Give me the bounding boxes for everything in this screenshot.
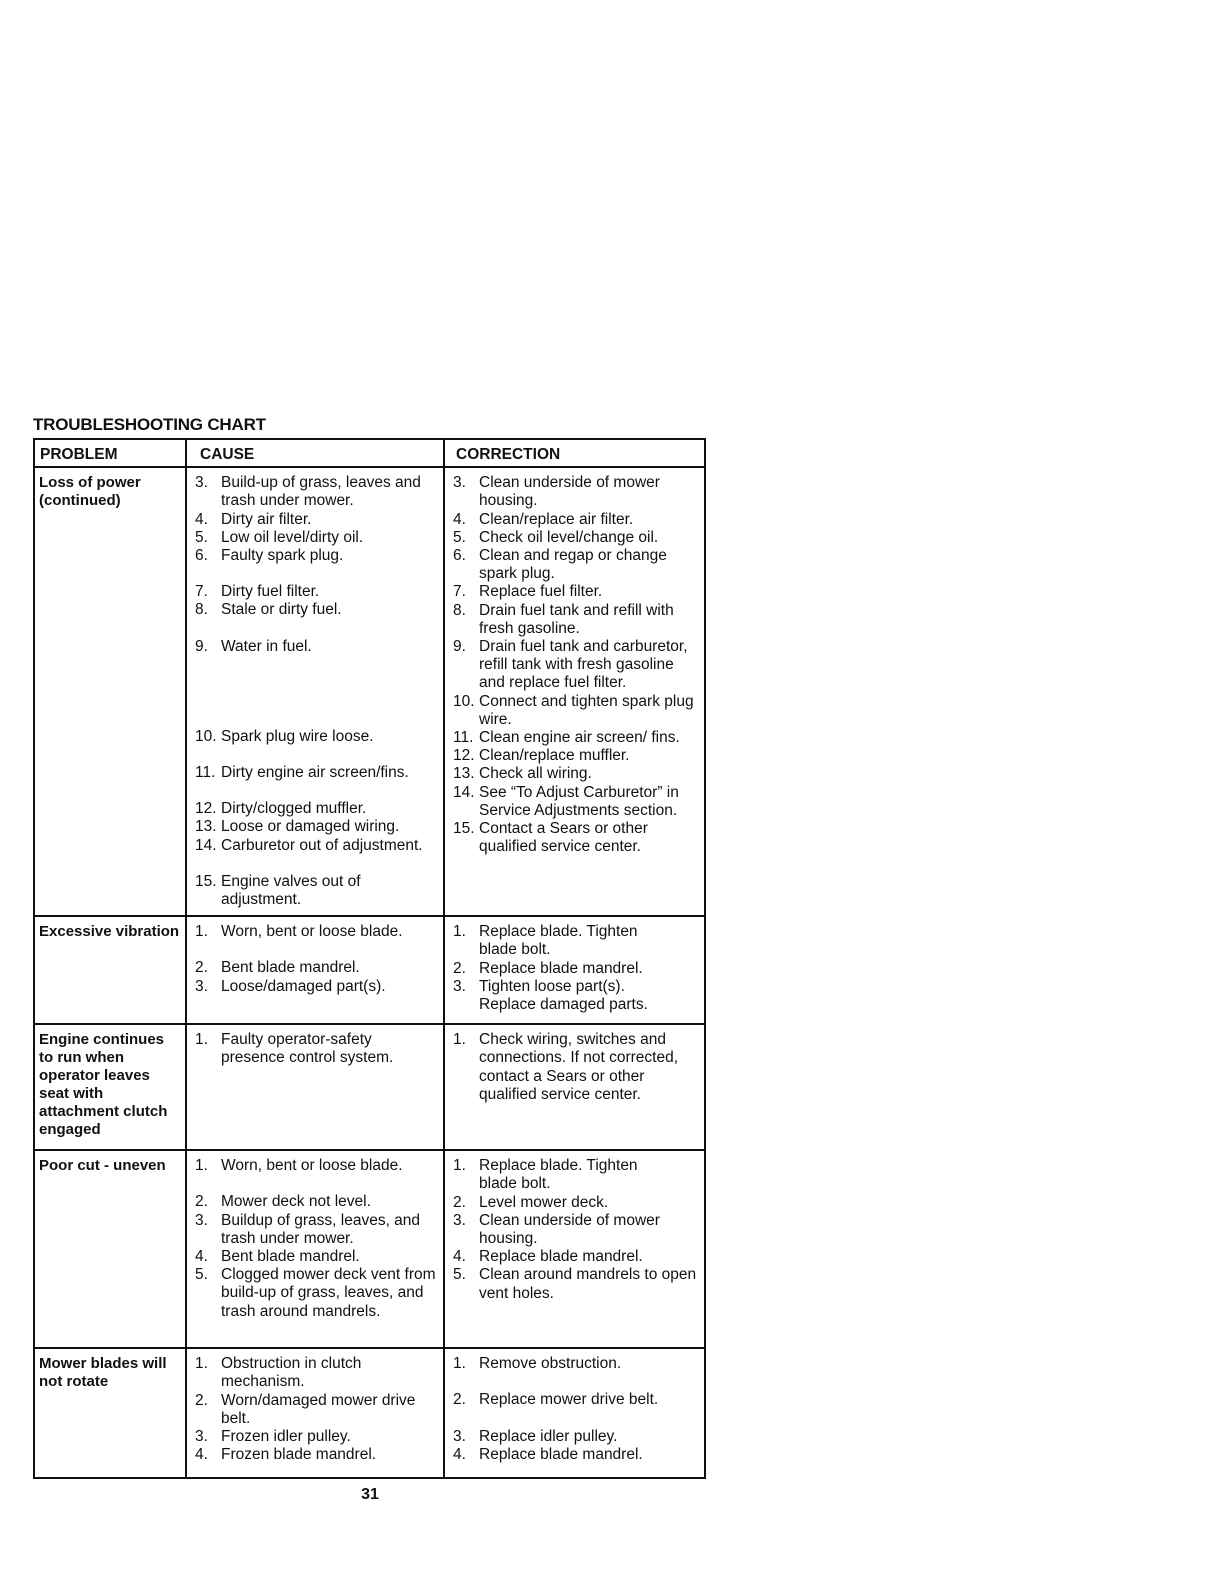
item-number: 4. bbox=[195, 510, 208, 528]
item-number: 11. bbox=[453, 729, 474, 747]
cause-list bbox=[195, 1031, 439, 1067]
cause-list bbox=[195, 1157, 439, 1321]
list-item bbox=[195, 1392, 439, 1428]
item-number: 3. bbox=[195, 1428, 208, 1446]
item-number: 15. bbox=[195, 872, 217, 890]
problem-cell: Mower blades will not rotate bbox=[34, 1348, 186, 1478]
cause-cell bbox=[186, 1348, 444, 1478]
list-item bbox=[195, 1266, 439, 1321]
item-text: Check all wiring. bbox=[479, 765, 592, 783]
table-row bbox=[34, 1150, 705, 1348]
item-text: Worn, bent or loose blade. bbox=[221, 1157, 403, 1175]
item-text: Check oil level/change oil. bbox=[479, 528, 659, 546]
list-item bbox=[453, 1391, 700, 1409]
list-item bbox=[453, 1212, 700, 1248]
item-number: 3. bbox=[453, 1211, 466, 1229]
item-text: Replace fuel filter. bbox=[479, 583, 603, 601]
item-text: Replace blade. Tighten blade bolt. bbox=[479, 1157, 638, 1193]
list-item bbox=[195, 474, 439, 510]
item-number: 2. bbox=[453, 959, 466, 977]
item-text: Faulty spark plug. bbox=[221, 547, 344, 565]
list-item bbox=[453, 765, 700, 783]
item-number: 14. bbox=[453, 783, 475, 801]
item-number: 1. bbox=[453, 1157, 466, 1175]
item-text: See “To Adjust Carburetor” in Service Adjustments section. bbox=[479, 783, 679, 819]
problem-cell: Poor cut - uneven bbox=[34, 1150, 186, 1348]
list-item bbox=[195, 1157, 439, 1175]
item-text: Frozen blade mandrel. bbox=[221, 1446, 377, 1464]
item-number: 2. bbox=[453, 1193, 466, 1211]
list-item bbox=[195, 1446, 439, 1464]
item-text: Clean engine air screen/ fins. bbox=[479, 729, 680, 747]
item-text: Obstruction in clutch mechanism. bbox=[221, 1355, 362, 1391]
list-item bbox=[453, 638, 700, 693]
item-number: 8. bbox=[453, 601, 466, 619]
item-number: 6. bbox=[453, 547, 466, 565]
list-item bbox=[453, 820, 700, 856]
item-text: Bent blade mandrel. bbox=[221, 1248, 360, 1266]
list-item bbox=[453, 1194, 700, 1212]
cause-cell bbox=[186, 467, 444, 916]
correction-cell bbox=[444, 1348, 705, 1478]
item-number: 9. bbox=[195, 637, 208, 655]
problem-cell: Excessive vibration bbox=[34, 916, 186, 1024]
list-item bbox=[195, 818, 439, 836]
problem-cell: Engine continues to run when operator leaves seat with attachment clutch engaged bbox=[34, 1024, 186, 1150]
list-item bbox=[195, 1193, 439, 1211]
list-item bbox=[195, 728, 439, 746]
correction-list bbox=[453, 923, 700, 1014]
problem-cell: Loss of power (continued) bbox=[34, 467, 186, 916]
list-item bbox=[195, 1355, 439, 1391]
list-item bbox=[195, 800, 439, 818]
item-text: Contact a Sears or other qualified service center. bbox=[479, 820, 648, 856]
item-number: 5. bbox=[195, 1266, 208, 1284]
list-item bbox=[195, 978, 439, 996]
item-text: Clean/replace air filter. bbox=[479, 510, 634, 528]
item-number: 8. bbox=[195, 601, 208, 619]
item-text: Carburetor out of adjustment. bbox=[221, 836, 423, 854]
item-text: Bent blade mandrel. bbox=[221, 959, 360, 977]
item-number: 3. bbox=[195, 474, 208, 492]
header-row bbox=[34, 439, 705, 467]
item-text: Loose/damaged part(s). bbox=[221, 977, 386, 995]
item-number: 2. bbox=[195, 1193, 208, 1211]
correction-cell bbox=[444, 1024, 705, 1150]
item-number: 12. bbox=[195, 800, 217, 818]
list-item bbox=[453, 474, 700, 510]
item-number: 5. bbox=[195, 528, 208, 546]
list-item bbox=[195, 583, 439, 601]
item-number: 3. bbox=[195, 1211, 208, 1229]
item-text: Drain fuel tank and refill with fresh gasoline. bbox=[479, 601, 674, 637]
item-number: 2. bbox=[453, 1391, 466, 1409]
list-item bbox=[195, 959, 439, 977]
cause-cell bbox=[186, 916, 444, 1024]
item-number: 3. bbox=[453, 474, 466, 492]
item-text: Dirty air filter. bbox=[221, 510, 312, 528]
list-item bbox=[453, 747, 700, 765]
item-number: 1. bbox=[453, 1031, 466, 1049]
item-number: 4. bbox=[195, 1248, 208, 1266]
list-item bbox=[195, 873, 439, 909]
item-text: Check wiring, switches and connections. If not corrected, contact a Sears or other qualified service center. bbox=[479, 1031, 679, 1103]
item-text: Low oil level/dirty oil. bbox=[221, 528, 364, 546]
correction-cell bbox=[444, 1150, 705, 1348]
list-item bbox=[453, 1428, 700, 1446]
list-item bbox=[195, 837, 439, 855]
list-item bbox=[453, 960, 700, 978]
item-number: 4. bbox=[195, 1446, 208, 1464]
item-text: Stale or dirty fuel. bbox=[221, 601, 342, 619]
item-text: Clean around mandrels to open vent holes. bbox=[479, 1266, 697, 1302]
list-item bbox=[195, 638, 439, 656]
item-text: Level mower deck. bbox=[479, 1193, 609, 1211]
list-item bbox=[453, 923, 700, 959]
item-text: Build-up of grass, leaves and trash under mower. bbox=[221, 474, 421, 510]
list-item bbox=[195, 547, 439, 565]
item-text: Remove obstruction. bbox=[479, 1355, 622, 1373]
list-item bbox=[195, 1428, 439, 1446]
correction-cell bbox=[444, 916, 705, 1024]
item-number: 3. bbox=[195, 977, 208, 995]
item-number: 3. bbox=[453, 977, 466, 995]
cause-list bbox=[195, 1355, 439, 1464]
item-text: Clean/replace muffler. bbox=[479, 747, 630, 765]
correction-list bbox=[453, 1157, 700, 1303]
item-text: Replace blade mandrel. bbox=[479, 1445, 643, 1463]
chart-title: TROUBLESHOOTING CHART bbox=[33, 415, 266, 434]
list-item bbox=[195, 1248, 439, 1266]
item-number: 7. bbox=[195, 583, 208, 601]
item-text: Loose or damaged wiring. bbox=[221, 818, 400, 836]
item-text: Clogged mower deck vent from build-up of grass, leaves, and trash around mandrels. bbox=[221, 1266, 436, 1320]
header-cause: CAUSE bbox=[186, 439, 444, 467]
item-text: Dirty/clogged muffler. bbox=[221, 800, 367, 818]
item-number: 1. bbox=[453, 1355, 466, 1373]
list-item bbox=[195, 529, 439, 547]
list-item bbox=[195, 1031, 439, 1067]
header-problem: PROBLEM bbox=[34, 439, 186, 467]
item-text: Clean underside of mower housing. bbox=[479, 474, 660, 510]
item-number: 14. bbox=[195, 836, 217, 854]
list-item bbox=[453, 1446, 700, 1464]
header-correction: CORRECTION bbox=[444, 439, 705, 467]
item-number: 13. bbox=[195, 818, 217, 836]
cause-list bbox=[195, 923, 439, 996]
item-number: 10. bbox=[195, 727, 217, 745]
item-text: Replace blade. Tighten blade bolt. bbox=[479, 923, 638, 959]
cause-cell bbox=[186, 1024, 444, 1150]
list-item bbox=[453, 511, 700, 529]
correction-list bbox=[453, 1031, 700, 1104]
item-text: Worn/damaged mower drive belt. bbox=[221, 1391, 416, 1427]
item-text: Buildup of grass, leaves, and trash under mower. bbox=[221, 1211, 421, 1247]
cause-cell bbox=[186, 1150, 444, 1348]
item-number: 4. bbox=[453, 510, 466, 528]
list-item bbox=[453, 529, 700, 547]
item-text: Dirty engine air screen/fins. bbox=[221, 764, 409, 782]
item-number: 10. bbox=[453, 692, 475, 710]
item-text: Mower deck not level. bbox=[221, 1193, 371, 1211]
item-number: 13. bbox=[453, 765, 475, 783]
table-row bbox=[34, 1348, 705, 1478]
troubleshooting-table bbox=[33, 438, 706, 1479]
item-number: 12. bbox=[453, 747, 475, 765]
item-text: Faulty operator-safety presence control system. bbox=[221, 1031, 394, 1067]
correction-list bbox=[453, 1355, 700, 1464]
list-item bbox=[453, 978, 700, 1014]
item-number: 11. bbox=[195, 764, 216, 782]
item-text: Water in fuel. bbox=[221, 637, 312, 655]
item-text: Frozen idler pulley. bbox=[221, 1428, 351, 1446]
list-item bbox=[453, 784, 700, 820]
item-number: 6. bbox=[195, 547, 208, 565]
item-text: Replace idler pulley. bbox=[479, 1427, 618, 1445]
item-number: 15. bbox=[453, 820, 475, 838]
item-text: Clean and regap or change spark plug. bbox=[479, 547, 667, 583]
correction-cell bbox=[444, 467, 705, 916]
item-text: Drain fuel tank and carburetor, refill tank with fresh gasoline and replace fuel filter. bbox=[479, 638, 688, 692]
item-text: Replace mower drive belt. bbox=[479, 1391, 659, 1409]
item-number: 1. bbox=[195, 1031, 208, 1049]
table-row bbox=[34, 1024, 705, 1150]
list-item bbox=[453, 1355, 700, 1373]
list-item bbox=[453, 583, 700, 601]
item-number: 1. bbox=[453, 923, 466, 941]
list-item bbox=[453, 1266, 700, 1302]
item-text: Tighten loose part(s). Replace damaged parts. bbox=[479, 977, 648, 1014]
cause-list bbox=[195, 474, 439, 909]
item-text: Connect and tighten spark plug wire. bbox=[479, 692, 694, 728]
list-item bbox=[195, 511, 439, 529]
item-number: 9. bbox=[453, 638, 466, 656]
list-item bbox=[453, 1157, 700, 1193]
item-number: 2. bbox=[195, 959, 208, 977]
list-item bbox=[195, 601, 439, 619]
page-number: 31 bbox=[361, 1486, 379, 1503]
item-text: Clean underside of mower housing. bbox=[479, 1211, 660, 1248]
list-item bbox=[195, 764, 439, 782]
item-text: Replace blade mandrel. bbox=[479, 959, 643, 977]
list-item bbox=[453, 729, 700, 747]
item-number: 1. bbox=[195, 923, 208, 941]
list-item bbox=[453, 693, 700, 729]
correction-list bbox=[453, 474, 700, 856]
item-text: Spark plug wire loose. bbox=[221, 727, 374, 745]
item-text: Dirty fuel filter. bbox=[221, 583, 320, 601]
list-item bbox=[453, 602, 700, 638]
item-text: Worn, bent or loose blade. bbox=[221, 923, 403, 941]
list-item bbox=[453, 547, 700, 583]
list-item bbox=[195, 1212, 439, 1248]
item-number: 4. bbox=[453, 1445, 466, 1463]
item-number: 5. bbox=[453, 528, 466, 546]
item-number: 1. bbox=[195, 1355, 208, 1373]
list-item bbox=[453, 1248, 700, 1266]
item-number: 4. bbox=[453, 1248, 466, 1266]
list-item bbox=[195, 923, 439, 941]
table-row bbox=[34, 916, 705, 1024]
item-number: 7. bbox=[453, 583, 466, 601]
item-number: 5. bbox=[453, 1266, 466, 1284]
item-number: 2. bbox=[195, 1391, 208, 1409]
item-text: Replace blade mandrel. bbox=[479, 1248, 643, 1266]
item-text: Engine valves out of adjustment. bbox=[221, 872, 361, 909]
item-number: 1. bbox=[195, 1157, 208, 1175]
list-item bbox=[453, 1031, 700, 1104]
table-row bbox=[34, 467, 705, 916]
item-number: 3. bbox=[453, 1427, 466, 1445]
